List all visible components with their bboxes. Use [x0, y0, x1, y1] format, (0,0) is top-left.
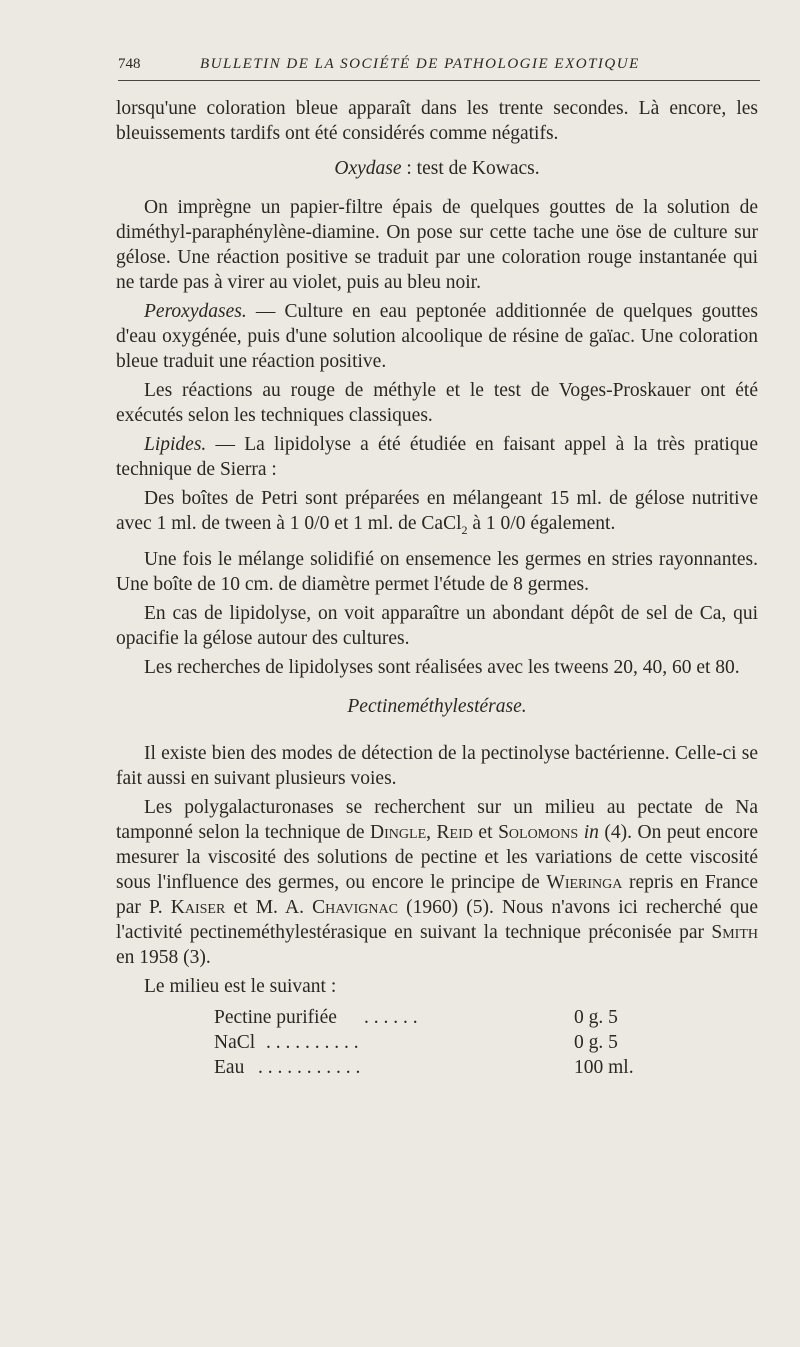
recipe-row: [214, 1030, 758, 1055]
lipides-label: Lipides.: [144, 434, 207, 455]
paragraph-lipides: [116, 432, 758, 482]
body-text: [116, 96, 758, 1080]
author-name: Chavignac: [312, 896, 398, 918]
paragraph: En cas de lipidolyse, on voit apparaître un abondant dépôt de sel de Ca, qui opacifie la gélose autour des cultures.: [116, 602, 758, 649]
author-name: Smith: [711, 921, 758, 943]
ingredient-name: Eau: [214, 1056, 245, 1078]
recipe-row: [214, 1005, 758, 1030]
ingredient-quantity: 100 ml.: [574, 1056, 634, 1078]
lipides-text: — La lipidolyse a été étudiée en faisant appel à la très pratique technique de Sierra :: [116, 434, 758, 480]
text-run: et M. A.: [225, 896, 313, 918]
text-run: (1960) (5). Nous n'avons ici recherché que l'activité pectineméthylestérasique en suivant la technique préconisée par: [116, 896, 759, 943]
recipe-list: [214, 1005, 758, 1080]
text-run: (4). On peut encore mesurer la viscosité des solutions de pectine et les variations de cette viscosité sous l'influence des germes, ou encore le principe de: [116, 821, 759, 893]
paragraph: Le milieu est le suivant :: [144, 975, 337, 997]
text-run: Les polygalacturonases se recherchent sur un milieu au pectate de Na tamponné selon la technique de: [116, 796, 758, 843]
paragraph-petri: [116, 486, 758, 543]
paragraph-peroxydases: [116, 299, 758, 374]
paragraph: On imprègne un papier-filtre épais de quelques gouttes de la solution de diméthyl-paraphénylène-diamine. On pose sur cette tache une öse de culture sur gélose. Une réaction positive se traduit par une coloration rouge instantanée qui ne tarde pas à virer au violet, puis au bleu noir.: [116, 197, 758, 293]
author-name: Kaiser: [170, 896, 226, 918]
text-run: et: [472, 821, 499, 843]
author-name: Reid: [436, 821, 473, 843]
paragraph: lorsqu'une coloration bleue apparaît dans les trente secondes. Là encore, les bleuissements tardifs ont été considérés comme négatifs.: [116, 98, 758, 144]
leader-dots: . . . . . .: [364, 1006, 418, 1028]
petri-text-b: à 1 0/0 également.: [467, 513, 616, 534]
recipe-row: [214, 1055, 758, 1080]
journal-title: BULLETIN DE LA SOCIÉTÉ DE PATHOLOGIE EXOTIQUE: [200, 56, 640, 72]
header-rule: [118, 80, 760, 81]
text-run: en 1958 (3).: [116, 946, 211, 968]
text-run: ,: [426, 821, 437, 843]
petri-text-a: Des boîtes de Petri sont préparées en mélangeant 15 ml. de gélose nutritive avec 1 ml. de tween à 1 0/0 et 1 ml. de CaCl: [116, 488, 758, 534]
author-name: Wieringa: [546, 871, 623, 893]
oxydase-label: Oxydase: [334, 158, 402, 179]
author-name: Solomons: [498, 821, 579, 843]
section-heading-oxydase: [116, 156, 758, 181]
author-name: Dingle: [370, 821, 427, 843]
leader-dots: . . . . . . . . . .: [266, 1031, 359, 1053]
ingredient-quantity: 0 g. 5: [574, 1006, 618, 1028]
text-run: repris en France par P.: [116, 871, 758, 918]
paragraph: Une fois le mélange solidifié on ensemence les germes en stries rayonnantes. Une boîte de 10 cm. de diamètre permet l'étude de 8 germes.: [116, 548, 758, 595]
page-number: 748: [118, 56, 141, 72]
section-heading-pectin: Pectineméthylestérase.: [347, 695, 527, 717]
in-italic: in: [583, 821, 599, 843]
paragraph-polygalacturonases: [116, 795, 758, 970]
oxydase-rest: : test de Kowacs.: [401, 158, 540, 179]
ingredient-name: NaCl: [214, 1031, 256, 1053]
paragraph: Les réactions au rouge de méthyle et le test de Voges-Proskauer ont été exécutés selon les techniques classiques.: [116, 380, 758, 426]
leader-dots: . . . . . . . . . . .: [258, 1056, 361, 1078]
ingredient-name: Pectine purifiée: [214, 1006, 337, 1028]
peroxydases-text: — Culture en eau peptonée additionnée de quelques gouttes d'eau oxygénée, puis d'une solution alcoolique de résine de gaïac. Une coloration bleue traduit une réaction positive.: [116, 301, 758, 372]
paragraph: Les recherches de lipidolyses sont réalisées avec les tweens 20, 40, 60 et 80.: [144, 656, 740, 678]
subscript: 2: [461, 522, 468, 537]
ingredient-quantity: 0 g. 5: [574, 1031, 618, 1053]
paragraph: Il existe bien des modes de détection de la pectinolyse bactérienne. Celle-ci se fait aussi en suivant plusieurs voies.: [116, 742, 758, 789]
peroxydases-label: Peroxydases.: [144, 301, 247, 322]
